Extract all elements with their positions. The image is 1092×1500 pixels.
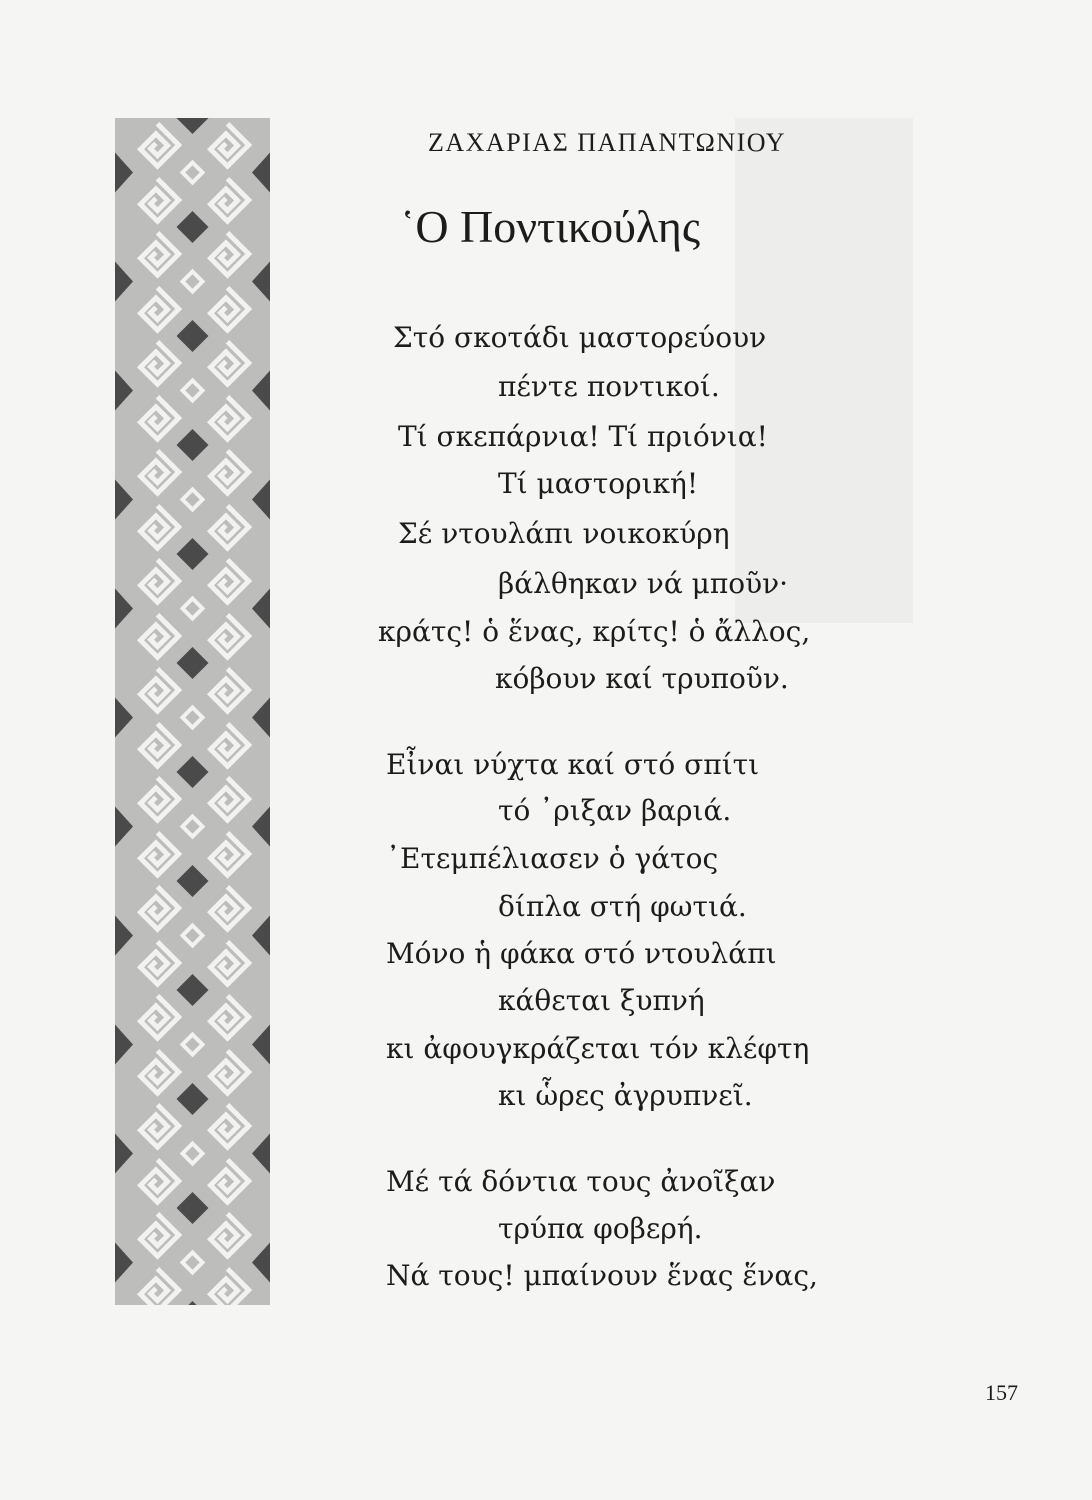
poem-line: Τί σκεπάρνια! Τί πριόνια! (398, 420, 768, 453)
poem-line: Εἶναι νύχτα καί στό σπίτι (386, 748, 760, 781)
poem-line: Σέ ντουλάπι νοικοκύρη (398, 517, 730, 550)
poem-line: πέντε ποντικοί. (498, 370, 720, 403)
poem-title: ῾Ο Ποντικούλης (400, 201, 701, 252)
author-name: ΖΑΧΑΡΙΑΣ ΠΑΠΑΝΤΩΝΙΟΥ (428, 128, 787, 157)
poem-line: κράτς! ὁ ἕνας, κρίτς! ὁ ἄλλος, (378, 615, 811, 648)
poem-line: Στό σκοτάδι μαστορεύουν (393, 321, 767, 354)
poem-line: Νά τους! μπαίνουν ἕνας ἕνας, (386, 1259, 818, 1292)
page-number: 157 (985, 1380, 1018, 1405)
poem-line: βάλθηκαν νά μποῦν· (498, 567, 789, 600)
poem-line: τρύπα φοβερή. (498, 1212, 703, 1245)
poem-line: κάθεται ξυπνή (498, 984, 705, 1017)
poem-line: Μόνο ἡ φάκα στό ντουλάπι (386, 937, 777, 970)
poem-line: κόβουν καί τρυποῦν. (495, 662, 789, 695)
poem-line: τό ᾽ριξαν βαριά. (498, 794, 732, 827)
poem-line: Μέ τά δόντια τους ἀνοῖξαν (386, 1165, 776, 1198)
poem-line: Τί μαστορική! (498, 467, 699, 500)
poem-line: ᾽Ετεμπέλιασεν ὁ γάτος (386, 842, 719, 875)
poem-line: κι ἀφουγκράζεται τόν κλέφτη (386, 1032, 810, 1065)
poem-line: δίπλα στή φωτιά. (498, 890, 747, 923)
poem-line: κι ὧρες ἀγρυπνεῖ. (498, 1079, 753, 1112)
